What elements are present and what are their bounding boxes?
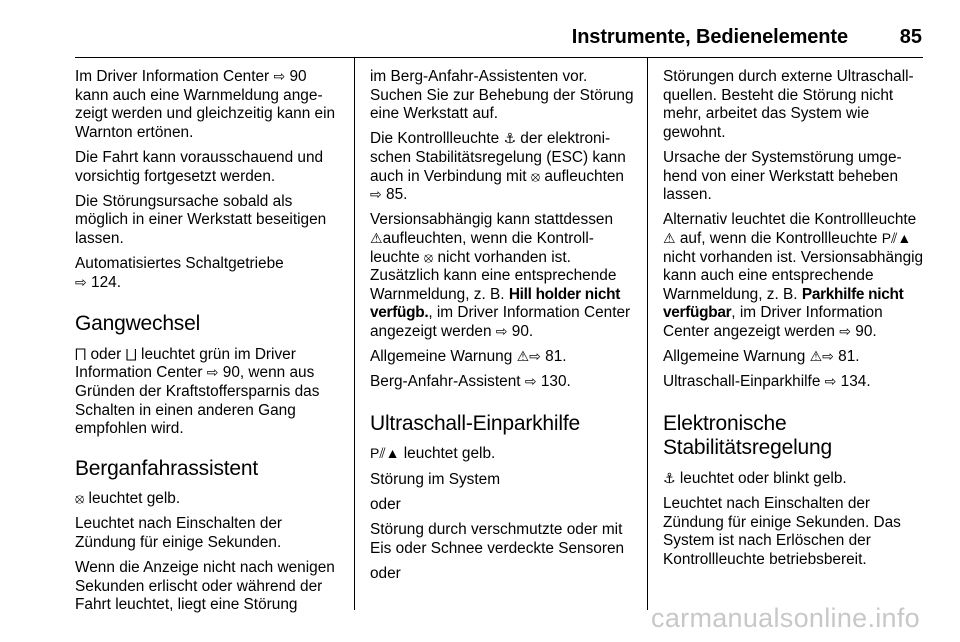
paragraph: Ultraschall-Einparkhilfe ⇨ 134.: [663, 373, 871, 391]
page-number: 85: [899, 26, 922, 48]
paragraph: ⨅ oder ⨆ leuchtet grün im Driver Information Center ⇨ 90, wenn aus Gründen der Kraftstoffersparnis das Schalten in einen anderen Gang empfohlen wird.: [75, 345, 320, 438]
section-heading-elektronische-stabilitaetsregelung: Elektronische Stabilitätsregelung: [663, 411, 832, 460]
section-heading-ultraschall-einparkhilfe: Ultraschall-Einparkhilfe: [370, 411, 580, 435]
text-column-2: [370, 68, 634, 590]
warning-icon: ⚠: [809, 348, 823, 365]
paragraph: Störungen durch externe Ultraschallquellen. Besteht die Störung nicht mehr, arbeitet das System wie gewohnt.: [663, 68, 914, 141]
reference-arrow-icon[interactable]: ⇨: [524, 373, 537, 390]
reference-arrow-icon[interactable]: ⇨: [370, 186, 382, 203]
text-column-1: [75, 68, 341, 622]
esc-icon: ⚓: [663, 469, 676, 486]
reference-arrow-icon[interactable]: ⇨: [529, 348, 541, 365]
paragraph: Die Störungsursache sobald als möglich in einer Werkstatt beseitigen lassen.: [75, 192, 327, 247]
header-divider: [75, 57, 923, 58]
paragraph: oder: [370, 495, 401, 513]
reference-arrow-icon[interactable]: ⇨: [495, 322, 508, 339]
paragraph: oder: [370, 564, 401, 582]
column-divider-1: [354, 58, 355, 610]
paragraph: Wenn die Anzeige nicht nach wenigen Sekunden erlischt oder während der Fahrt leuchtet, liegt eine Störung: [75, 559, 335, 614]
paragraph: ⦻ leuchtet gelb.: [75, 490, 181, 508]
paragraph: Leuchtet nach Einschalten der Zündung für einige Sekunden.: [75, 515, 283, 552]
hill-holder-icon: ⦻: [423, 248, 434, 265]
paragraph: Allgemeine Warnung ⚠⇨ 81.: [370, 348, 567, 366]
paragraph: Im Driver Information Center ⇨ 90 kann auch eine Warnmeldung angezeigt werden und gleichzeitig kann ein Warnton ertönen.: [75, 68, 336, 141]
page-header: [0, 0, 960, 58]
bold-message: Parkhilfe nicht verfügbar: [663, 285, 904, 322]
watermark: carmanualsonline.info: [651, 603, 920, 633]
reference-arrow-icon[interactable]: ⇨: [839, 322, 851, 339]
paragraph: Leuchtet nach Einschalten der Zündung für einige Sekunden. Das System ist nach Erlöschen der Kontrollleuchte betriebsbereit.: [663, 495, 901, 568]
paragraph: Alternativ leuchtet die Kontrollleuchte ⚠ auf, wenn die Kontrollleuchte P⫽▲ nicht vorhanden ist. Versionsabhängig kann auch eine entsprechende Warnmeldung, z. B. Parkhilfe nicht verfügbar, im Driver Information Center angezeigt werden ⇨ 90.: [663, 211, 924, 340]
esc-icon: ⚓: [503, 130, 517, 147]
warning-icon: ⚠: [370, 229, 383, 246]
paragraph: Versionsabhängig kann stattdessen ⚠aufleuchten, wenn die Kontrollleuchte ⦻ nicht vorhanden ist. Zusätzlich kann eine entsprechende Warnmeldung, z. B. Hill holder nicht verfügb., im Driver Information Center angezeigt werden ⇨ 90.: [370, 211, 631, 340]
gear-down-icon: ⨆: [125, 345, 137, 362]
paragraph: Ursache der Systemstörung umgehend von einer Werkstatt beheben lassen.: [663, 148, 902, 204]
reference-arrow-icon[interactable]: ⇨: [206, 364, 219, 381]
park-assist-icon: P⫽▲: [881, 229, 912, 246]
reference-arrow-icon[interactable]: ⇨: [75, 273, 87, 290]
paragraph: Störung durch verschmutzte oder mit Eis oder Schnee verdeckte Sensoren: [370, 520, 625, 557]
paragraph: Allgemeine Warnung ⚠⇨ 81.: [663, 348, 860, 366]
reference-arrow-icon[interactable]: ⇨: [824, 373, 837, 390]
paragraph: P⫽▲ leuchtet gelb.: [370, 445, 496, 463]
warning-icon: ⚠: [516, 348, 530, 365]
page-title: Instrumente, Bedienelemente: [571, 26, 848, 48]
paragraph: Die Fahrt kann vorausschauend und vorsichtig fortgesetzt werden.: [75, 148, 324, 185]
paragraph: ⚓ leuchtet oder blinkt gelb.: [663, 469, 847, 487]
reference-arrow-icon[interactable]: ⇨: [822, 348, 834, 365]
paragraph: Störung im System: [370, 470, 501, 488]
paragraph: im Berg-Anfahr-Assistenten vor. Suchen Sie zur Behebung der Störung eine Werkstatt auf.: [370, 68, 634, 123]
text-column-3: [663, 68, 925, 576]
section-heading-berganfahrassistent: Berganfahrassistent: [75, 456, 258, 480]
hill-holder-icon: ⦻: [75, 490, 85, 507]
paragraph: Berg-Anfahr-Assistent ⇨ 130.: [370, 373, 571, 391]
column-divider-2: [647, 58, 648, 610]
paragraph: Automatisiertes Schaltgetriebe ⇨ 124.: [75, 255, 284, 291]
reference-arrow-icon[interactable]: ⇨: [273, 68, 286, 84]
hill-holder-icon: ⦻: [530, 167, 541, 184]
warning-icon: ⚠: [663, 229, 676, 246]
gear-up-icon: ⨅: [75, 345, 87, 362]
section-heading-gangwechsel: Gangwechsel: [75, 312, 201, 336]
paragraph: Die Kontrollleuchte ⚓ der elektronischen Stabilitätsregelung (ESC) kann auch in Verbindung mit ⦻ aufleuchten ⇨ 85.: [370, 130, 626, 204]
park-assist-icon: P⫽▲: [370, 445, 400, 462]
bold-message: Hill holder nicht verfügb.: [370, 285, 621, 322]
